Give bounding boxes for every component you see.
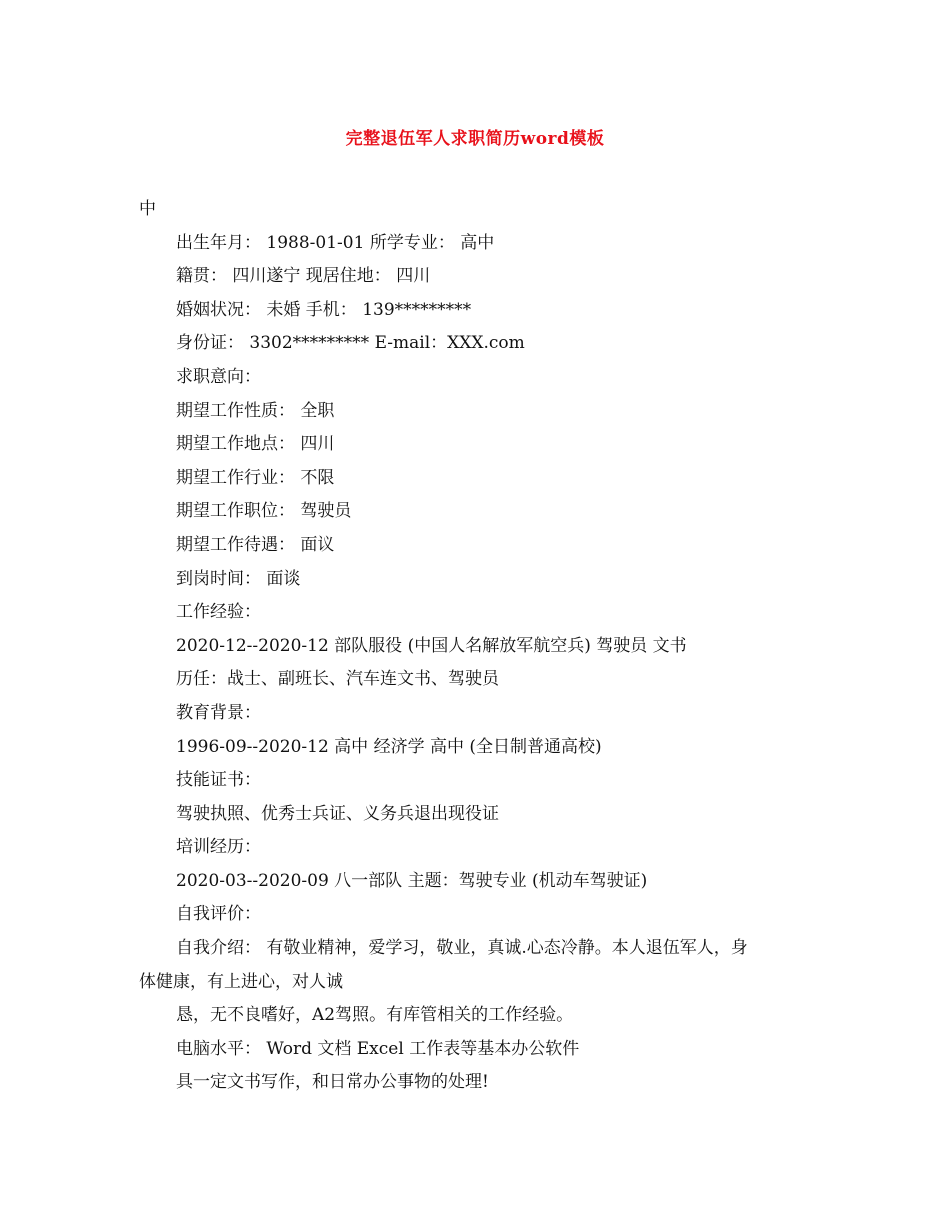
section-heading-training: 培训经历：	[176, 837, 261, 858]
body-line-job-industry: 期望工作行业： 不限	[176, 467, 335, 488]
document-title: 完整退伍军人求职简历word模板	[345, 129, 605, 149]
body-line-job-location: 期望工作地点： 四川	[176, 434, 335, 455]
body-line-certificates: 驾驶执照、优秀士兵证、义务兵退出现役证	[176, 803, 499, 824]
section-heading-job-intention: 求职意向：	[176, 366, 261, 387]
body-line-work-roles: 历任：战士、副班长、汽车连文书、驾驶员	[176, 669, 499, 690]
body-line-writing-skill: 具一定文书写作，和日常办公事物的处理!	[176, 1072, 489, 1093]
body-line-job-position: 期望工作职位： 驾驶员	[176, 501, 352, 522]
body-line-job-nature: 期望工作性质： 全职	[176, 400, 335, 421]
body-line-origin-residence: 籍贯： 四川遂宁 现居住地： 四川	[176, 266, 431, 287]
body-line-self-intro: 自我介绍： 有敬业精神，爱学习，敬业，真诚.心态冷静。本人退伍军人，身	[176, 938, 748, 959]
section-heading-certificates: 技能证书：	[176, 770, 261, 791]
body-line-self-intro-cont: 体健康，有上进心，对人诚	[139, 971, 343, 992]
body-line-name: 中	[139, 199, 156, 219]
body-line-education-entry: 1996-09--2020-12 高中 经济学 高中 (全日制普通高校)	[176, 736, 602, 757]
body-line-job-salary: 期望工作待遇： 面议	[176, 534, 335, 555]
body-line-self-intro-cont-2: 恳，无不良嗜好，A2驾照。有库管相关的工作经验。	[176, 1005, 574, 1026]
body-line-computer-skill: 电脑水平： Word 文档 Excel 工作表等基本办公软件	[176, 1038, 580, 1059]
section-heading-self-evaluation: 自我评价：	[176, 904, 261, 925]
section-heading-work-experience: 工作经验：	[176, 602, 261, 623]
body-line-id-email: 身份证： 3302********* E-mail：XXX.com	[176, 333, 525, 354]
section-heading-education: 教育背景：	[176, 702, 261, 723]
body-line-training-entry: 2020-03--2020-09 八一部队 主题：驾驶专业 (机动车驾驶证)	[176, 870, 648, 891]
body-line-marital-phone: 婚姻状况： 未婚 手机： 139*********	[176, 299, 472, 320]
body-line-work-entry: 2020-12--2020-12 部队服役 (中国人名解放军航空兵) 驾驶员 文书	[176, 635, 687, 656]
body-line-start-time: 到岗时间： 面谈	[176, 568, 301, 589]
document-body	[139, 193, 829, 1100]
body-line-birth-major: 出生年月： 1988-01-01 所学专业： 高中	[176, 232, 495, 253]
